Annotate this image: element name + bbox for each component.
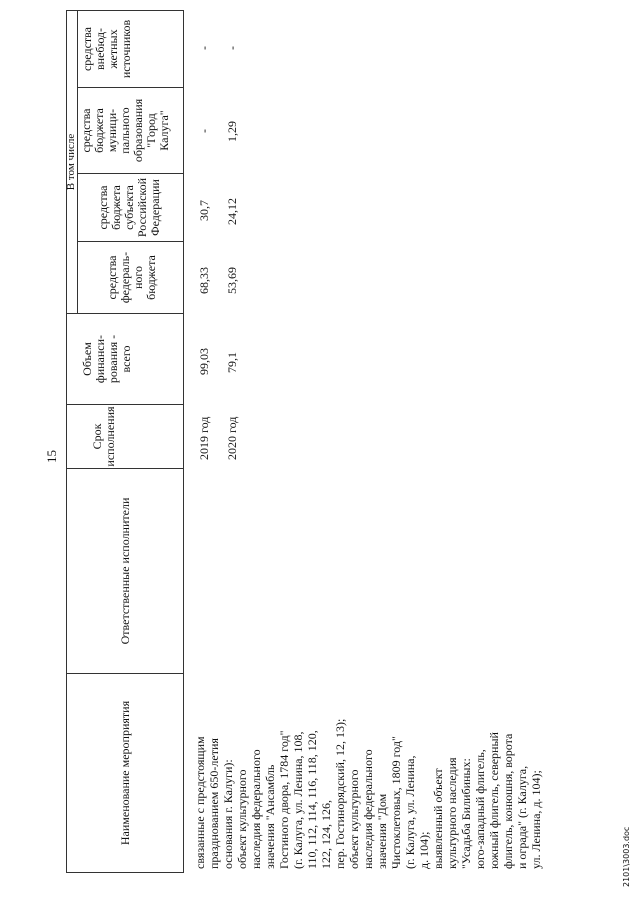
activity-line: значения "Дом <box>375 793 389 869</box>
row-regional: 30,7 <box>197 200 211 221</box>
activity-line: юго-западный флигель, <box>473 749 487 869</box>
activity-line: выявленный объект <box>431 768 445 869</box>
row-regional: 24,12 <box>225 198 239 225</box>
row-federal: 53,69 <box>225 267 239 294</box>
activity-line: (г. Калуга, ул. Ленина, 108, <box>291 731 305 869</box>
header-deadline-line: исполнения <box>103 406 117 467</box>
header-including-text: В том числе <box>65 133 77 191</box>
header-deadline <box>67 405 183 468</box>
activity-line: д. 104); <box>417 831 431 869</box>
activity-line: основания г. Калуги): <box>221 759 235 869</box>
row-year: 2020 год <box>225 416 239 460</box>
header-federal <box>78 242 183 313</box>
row-extrabudget: - <box>225 46 239 50</box>
activity-line: Чистоклетовых, 1809 год" <box>389 736 403 869</box>
page-number: 15 <box>44 450 59 463</box>
header-municipal-line: пального <box>118 107 132 154</box>
row-total: 99,03 <box>197 348 211 375</box>
activity-line: наследия федерального <box>361 749 375 869</box>
header-activity-name-text: Наименование мероприятия <box>117 700 132 846</box>
header-regional-line: Федерации <box>148 179 162 236</box>
header-total-line: Объем <box>80 342 94 376</box>
activity-line: и ограда" (г. Калуга, <box>515 765 529 869</box>
header-federal-line: федераль- <box>118 251 132 304</box>
activity-line: наследия федерального <box>249 749 263 869</box>
header-regional-line: средства <box>96 185 110 230</box>
header-responsible <box>67 469 183 673</box>
header-municipal-line: образования <box>131 98 145 163</box>
header-federal-line: ного <box>131 265 145 290</box>
activity-line: южный флигель, северный <box>487 732 501 869</box>
header-regional-line: субъекта <box>122 185 136 230</box>
activity-line: культурного наследия <box>445 757 459 869</box>
activity-line: связанные с предстоящим <box>193 736 207 869</box>
activity-line: флигель, конюшня, ворота <box>501 733 515 869</box>
header-municipal-line: средства <box>79 108 93 153</box>
header-regional-line: бюджета <box>109 185 123 230</box>
activity-line: ул. Ленина, д. 104); <box>529 770 543 869</box>
activity-description <box>193 719 543 869</box>
row-extrabudget: - <box>197 46 211 50</box>
header-municipal-line: муници- <box>105 108 119 153</box>
activity-line: Гостиного двора, 1784 год" <box>277 730 291 869</box>
header-municipal-line: Калуга" <box>157 110 171 151</box>
header-deadline-line: Срок <box>90 423 104 450</box>
activity-line: "Усадьба Билибиных: <box>459 758 473 869</box>
file-reference: 2101\3003.doc <box>622 826 631 887</box>
header-municipal-line: бюджета <box>92 108 106 153</box>
activity-line: празднованием 650-летия <box>207 738 221 869</box>
header-municipal <box>78 88 183 173</box>
header-federal-line: средства <box>105 255 119 300</box>
row-year: 2019 год <box>197 416 211 460</box>
header-federal-line: бюджета <box>144 255 158 300</box>
activity-line: 122, 124, 126, <box>319 800 333 869</box>
header-bottom-border <box>183 11 184 873</box>
header-municipal-line: "Город <box>144 113 158 148</box>
row-municipal: - <box>197 129 211 133</box>
header-total-line: всего <box>119 345 133 373</box>
header-extrabudget <box>67 11 183 87</box>
header-extrabudget-line: средства <box>80 27 94 72</box>
header-regional-line: Российской <box>135 177 149 238</box>
activity-line: (г. Калуга, ул. Ленина, <box>403 755 417 869</box>
activity-line: объект культурного <box>235 769 249 869</box>
activity-line: значения "Ансамбль <box>263 764 277 869</box>
activity-line: 110, 112, 114, 116, 118, 120, <box>305 730 319 869</box>
header-total-volume <box>67 314 183 404</box>
col-border-name-left <box>66 872 184 873</box>
header-regional <box>78 174 183 241</box>
activity-line: пер. Гостинорядский, 12, 13); <box>333 718 347 869</box>
header-extrabudget-line: источников <box>119 19 133 79</box>
row-federal: 68,33 <box>197 267 211 294</box>
header-extrabudget-line: жетных <box>106 29 120 69</box>
row-total: 79,1 <box>225 352 239 373</box>
row-municipal: 1,29 <box>225 121 239 142</box>
header-total-line: финанси- <box>93 334 107 384</box>
activity-line: объект культурного <box>347 769 361 869</box>
header-responsible-text: Ответственные исполнители <box>117 497 132 645</box>
header-activity-name <box>67 674 183 872</box>
header-total-line: рования - <box>106 334 120 384</box>
header-extrabudget-line: внебюд- <box>93 28 107 70</box>
